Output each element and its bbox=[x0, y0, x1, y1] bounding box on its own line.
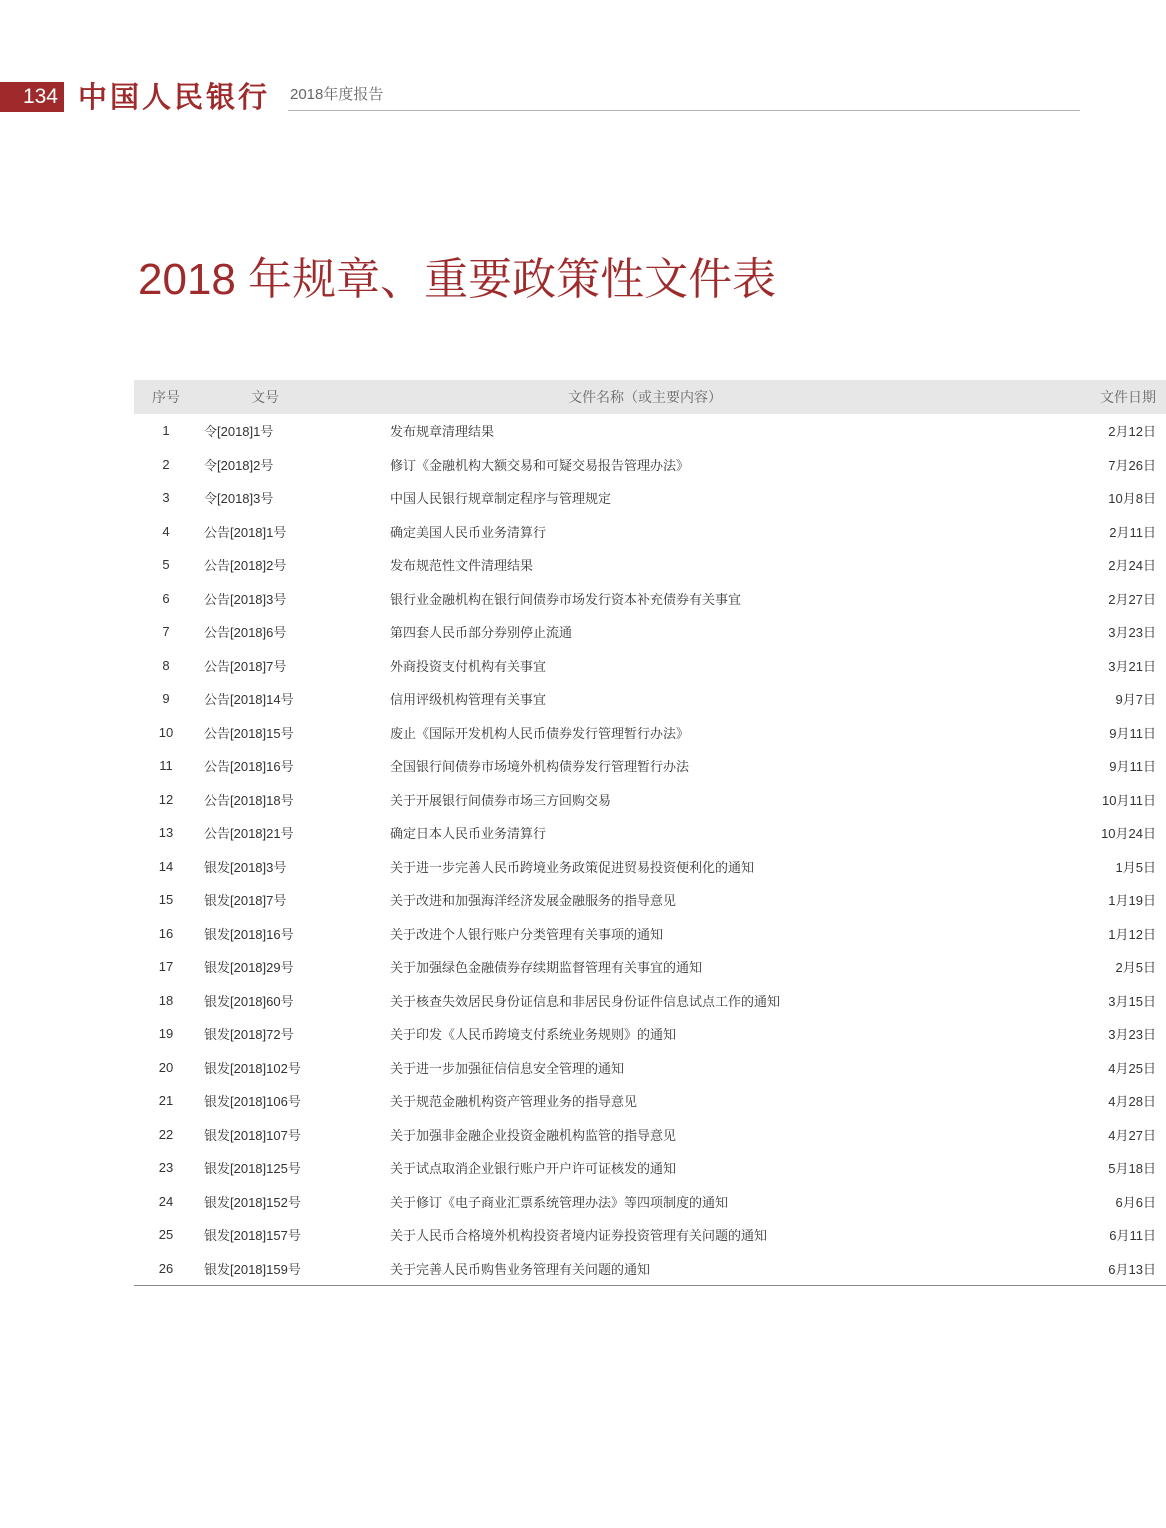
cell-number: 8 bbox=[162, 657, 170, 673]
cell-doc-number: 公告[2018]7号 bbox=[204, 658, 287, 674]
page-number: 134 bbox=[0, 82, 64, 112]
table-row bbox=[134, 783, 1166, 817]
cell-number: 21 bbox=[158, 1093, 174, 1109]
cell-doc-number: 银发[2018]72号 bbox=[204, 1027, 294, 1043]
cell-doc-number: 公告[2018]14号 bbox=[204, 692, 294, 708]
cell-doc-name: 关于规范金融机构资产管理业务的指导意见 bbox=[390, 1094, 638, 1110]
table-row bbox=[134, 984, 1166, 1018]
table-row bbox=[134, 1151, 1166, 1185]
table-row bbox=[134, 1084, 1166, 1118]
cell-doc-name: 关于改进和加强海洋经济发展金融服务的指导意见 bbox=[390, 893, 677, 909]
cell-doc-name: 外商投资支付机构有关事宜 bbox=[390, 658, 547, 674]
cell-doc-number: 公告[2018]6号 bbox=[204, 625, 287, 641]
cell-doc-name: 关于完善人民币购售业务管理有关问题的通知 bbox=[390, 1261, 651, 1277]
cell-number: 6 bbox=[162, 590, 170, 606]
cell-doc-date: 2月24日 bbox=[1108, 558, 1156, 574]
cell-doc-name: 银行业金融机构在银行间债券市场发行资本补充债券有关事宜 bbox=[390, 591, 742, 607]
table-body bbox=[134, 414, 1166, 1285]
page-header bbox=[0, 78, 1080, 118]
cell-doc-number: 公告[2018]3号 bbox=[204, 591, 287, 607]
cell-doc-date: 2月5日 bbox=[1115, 960, 1156, 976]
cell-doc-name: 发布规范性文件清理结果 bbox=[390, 558, 534, 574]
cell-number: 17 bbox=[158, 959, 174, 975]
table-row bbox=[134, 414, 1166, 448]
column-header-doc-date: 文件日期 bbox=[1100, 389, 1156, 405]
cell-doc-number: 银发[2018]60号 bbox=[204, 993, 294, 1009]
table-row bbox=[134, 481, 1166, 515]
cell-number: 15 bbox=[158, 892, 174, 908]
cell-doc-number: 公告[2018]1号 bbox=[204, 524, 287, 540]
bank-name-logo: 中国人民银行 bbox=[78, 80, 271, 114]
table-row bbox=[134, 649, 1166, 683]
cell-doc-number: 令[2018]3号 bbox=[204, 491, 274, 507]
documents-table bbox=[134, 380, 1166, 1286]
cell-number: 7 bbox=[162, 624, 170, 640]
table-row bbox=[134, 1017, 1166, 1051]
cell-doc-date: 9月7日 bbox=[1115, 692, 1156, 708]
column-header-doc-name: 文件名称（或主要内容） bbox=[568, 389, 722, 405]
cell-doc-number: 公告[2018]2号 bbox=[204, 558, 287, 574]
column-header-number: 序号 bbox=[152, 389, 180, 405]
cell-doc-date: 3月23日 bbox=[1108, 625, 1156, 641]
cell-doc-date: 4月27日 bbox=[1108, 1127, 1156, 1143]
cell-number: 5 bbox=[162, 557, 170, 573]
cell-doc-number: 银发[2018]125号 bbox=[204, 1161, 301, 1177]
cell-doc-number: 银发[2018]16号 bbox=[204, 926, 294, 942]
table-row bbox=[134, 1185, 1166, 1219]
cell-number: 25 bbox=[158, 1227, 174, 1243]
cell-doc-number: 银发[2018]3号 bbox=[204, 859, 287, 875]
header-divider bbox=[288, 110, 1080, 111]
table-row bbox=[134, 749, 1166, 783]
table-row bbox=[134, 883, 1166, 917]
table-row bbox=[134, 1218, 1166, 1252]
cell-doc-name: 确定日本人民币业务清算行 bbox=[390, 826, 547, 842]
cell-doc-name: 关于试点取消企业银行账户开户许可证核发的通知 bbox=[390, 1161, 677, 1177]
cell-doc-name: 关于修订《电子商业汇票系统管理办法》等四项制度的通知 bbox=[390, 1194, 729, 1210]
cell-number: 13 bbox=[158, 825, 174, 841]
table-row bbox=[134, 816, 1166, 850]
cell-doc-date: 2月11日 bbox=[1109, 524, 1156, 540]
cell-doc-date: 7月26日 bbox=[1108, 457, 1156, 473]
cell-doc-name: 中国人民银行规章制定程序与管理规定 bbox=[390, 491, 612, 507]
cell-doc-name: 修订《金融机构大额交易和可疑交易报告管理办法》 bbox=[390, 457, 690, 473]
cell-doc-date: 1月5日 bbox=[1115, 859, 1156, 875]
cell-doc-date: 9月11日 bbox=[1109, 725, 1156, 741]
cell-doc-number: 公告[2018]21号 bbox=[204, 826, 294, 842]
cell-doc-number: 公告[2018]18号 bbox=[204, 792, 294, 808]
column-header-doc-number: 文号 bbox=[251, 389, 279, 405]
cell-doc-number: 银发[2018]102号 bbox=[204, 1060, 301, 1076]
cell-doc-name: 关于开展银行间债券市场三方回购交易 bbox=[390, 792, 612, 808]
cell-doc-number: 银发[2018]157号 bbox=[204, 1228, 301, 1244]
cell-doc-date: 6月13日 bbox=[1108, 1261, 1156, 1277]
cell-doc-date: 6月11日 bbox=[1109, 1228, 1156, 1244]
table-row bbox=[134, 582, 1166, 616]
table-row bbox=[134, 1252, 1166, 1286]
cell-doc-date: 9月11日 bbox=[1109, 759, 1156, 775]
cell-doc-number: 令[2018]1号 bbox=[204, 424, 274, 440]
cell-doc-name: 关于进一步加强征信信息安全管理的通知 bbox=[390, 1060, 625, 1076]
cell-doc-name: 第四套人民币部分券别停止流通 bbox=[390, 625, 573, 641]
table-row bbox=[134, 850, 1166, 884]
cell-doc-date: 3月21日 bbox=[1108, 658, 1156, 674]
cell-number: 23 bbox=[158, 1160, 174, 1176]
cell-doc-number: 令[2018]2号 bbox=[204, 457, 274, 473]
cell-doc-date: 2月12日 bbox=[1108, 424, 1156, 440]
cell-doc-name: 废止《国际开发机构人民币债券发行管理暂行办法》 bbox=[390, 725, 690, 741]
cell-number: 14 bbox=[158, 858, 174, 874]
cell-doc-date: 10月11日 bbox=[1102, 792, 1156, 808]
cell-doc-name: 关于核查失效居民身份证信息和非居民身份证件信息试点工作的通知 bbox=[390, 993, 781, 1009]
table-row bbox=[134, 682, 1166, 716]
cell-doc-date: 4月25日 bbox=[1108, 1060, 1156, 1076]
cell-number: 18 bbox=[158, 992, 174, 1008]
cell-doc-name: 确定美国人民币业务清算行 bbox=[390, 524, 547, 540]
cell-doc-date: 2月27日 bbox=[1108, 591, 1156, 607]
cell-doc-number: 银发[2018]159号 bbox=[204, 1261, 301, 1277]
cell-number: 22 bbox=[158, 1126, 174, 1142]
cell-doc-number: 银发[2018]7号 bbox=[204, 893, 287, 909]
table-row bbox=[134, 917, 1166, 951]
cell-doc-date: 1月19日 bbox=[1108, 893, 1156, 909]
cell-number: 10 bbox=[158, 724, 174, 740]
cell-number: 24 bbox=[158, 1193, 174, 1209]
table-row bbox=[134, 448, 1166, 482]
cell-number: 19 bbox=[158, 1026, 174, 1042]
cell-doc-number: 银发[2018]107号 bbox=[204, 1127, 301, 1143]
cell-doc-number: 公告[2018]15号 bbox=[204, 725, 294, 741]
table-header-row bbox=[134, 380, 1166, 414]
cell-doc-date: 3月15日 bbox=[1108, 993, 1156, 1009]
cell-doc-name: 关于人民币合格境外机构投资者境内证券投资管理有关问题的通知 bbox=[390, 1228, 768, 1244]
cell-number: 11 bbox=[159, 758, 173, 774]
cell-doc-name: 全国银行间债券市场境外机构债券发行管理暂行办法 bbox=[390, 759, 690, 775]
cell-doc-name: 发布规章清理结果 bbox=[390, 424, 495, 440]
cell-doc-date: 1月12日 bbox=[1108, 926, 1156, 942]
cell-doc-number: 银发[2018]152号 bbox=[204, 1194, 301, 1210]
report-name: 2018年度报告 bbox=[290, 86, 384, 103]
cell-number: 3 bbox=[162, 490, 170, 506]
cell-doc-name: 关于加强绿色金融债券存续期监督管理有关事宜的通知 bbox=[390, 960, 703, 976]
cell-doc-name: 关于印发《人民币跨境支付系统业务规则》的通知 bbox=[390, 1027, 677, 1043]
cell-number: 9 bbox=[162, 691, 170, 707]
table-row bbox=[134, 548, 1166, 582]
cell-number: 26 bbox=[158, 1260, 174, 1276]
cell-doc-name: 关于加强非金融企业投资金融机构监管的指导意见 bbox=[390, 1127, 677, 1143]
table-row bbox=[134, 515, 1166, 549]
cell-number: 2 bbox=[162, 456, 170, 472]
table-row bbox=[134, 716, 1166, 750]
cell-doc-name: 信用评级机构管理有关事宜 bbox=[390, 692, 547, 708]
cell-doc-date: 4月28日 bbox=[1108, 1094, 1156, 1110]
cell-doc-date: 6月6日 bbox=[1115, 1194, 1156, 1210]
cell-doc-date: 3月23日 bbox=[1108, 1027, 1156, 1043]
cell-number: 20 bbox=[158, 1059, 174, 1075]
cell-number: 4 bbox=[162, 523, 170, 539]
cell-doc-date: 5月18日 bbox=[1108, 1161, 1156, 1177]
cell-doc-date: 10月24日 bbox=[1101, 826, 1156, 842]
table-row bbox=[134, 1051, 1166, 1085]
cell-doc-number: 银发[2018]106号 bbox=[204, 1094, 301, 1110]
cell-number: 16 bbox=[158, 925, 174, 941]
cell-number: 12 bbox=[158, 791, 174, 807]
table-row bbox=[134, 1118, 1166, 1152]
cell-doc-date: 10月8日 bbox=[1108, 491, 1156, 507]
table-row bbox=[134, 950, 1166, 984]
cell-number: 1 bbox=[162, 423, 170, 439]
cell-doc-number: 银发[2018]29号 bbox=[204, 960, 294, 976]
table-row bbox=[134, 615, 1166, 649]
cell-doc-name: 关于进一步完善人民币跨境业务政策促进贸易投资便利化的通知 bbox=[390, 859, 755, 875]
page-title: 2018 年规章、重要政策性文件表 bbox=[138, 255, 777, 304]
cell-doc-number: 公告[2018]16号 bbox=[204, 759, 294, 775]
cell-doc-name: 关于改进个人银行账户分类管理有关事项的通知 bbox=[390, 926, 664, 942]
